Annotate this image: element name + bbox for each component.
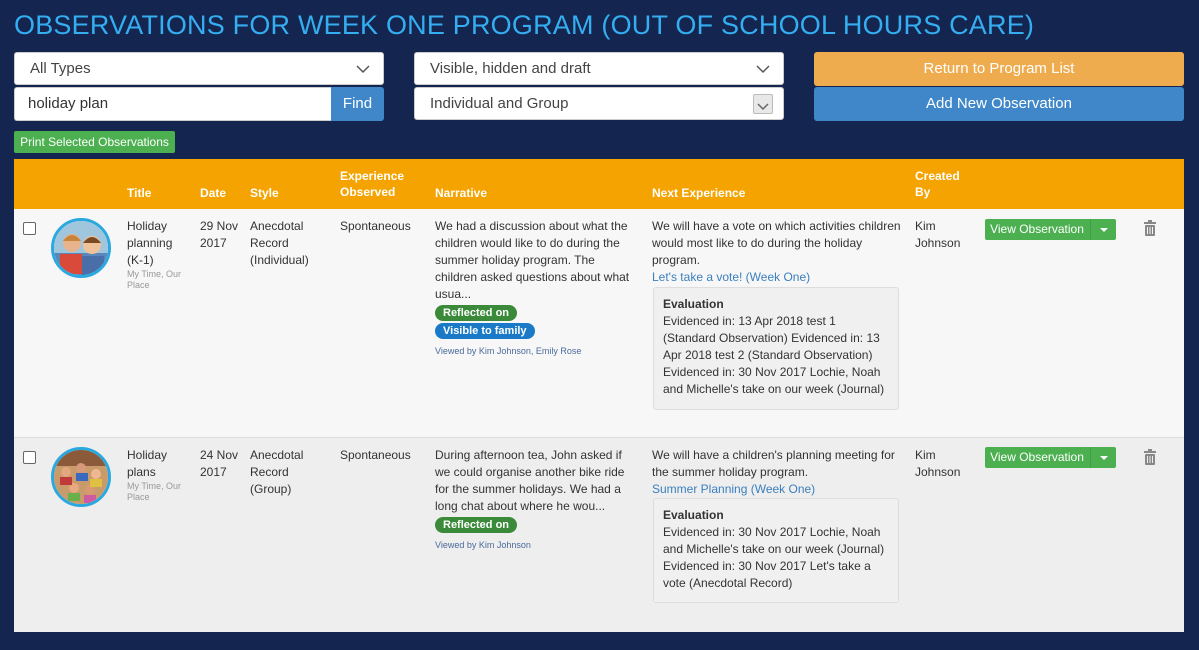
row-narrative-cell — [435, 447, 640, 554]
trash-icon[interactable] — [1143, 220, 1157, 236]
row-style: Anecdotal Record (Individual) — [250, 219, 309, 267]
row-checkbox[interactable] — [23, 451, 36, 464]
page-title: OBSERVATIONS FOR WEEK ONE PROGRAM (OUT OF SCHOOL HOURS CARE) — [14, 10, 1035, 40]
next-experience-text: We will have a children's planning meeting for the summer holiday program. — [652, 448, 895, 479]
trash-icon[interactable] — [1143, 449, 1157, 465]
row-narrative: During afternoon tea, John asked if we could organise another bike ride for the summer holidays. We had a long chat about where he wou... — [435, 448, 625, 513]
group-select[interactable] — [414, 87, 784, 120]
row-narrative-cell — [435, 218, 640, 360]
row-title-cell — [127, 447, 187, 503]
viewed-by: Viewed by Kim Johnson — [435, 540, 531, 550]
row-subtitle: My Time, Our Place — [127, 269, 182, 290]
header-date[interactable]: Date — [200, 186, 227, 200]
return-to-program-list-button[interactable]: Return to Program List — [814, 52, 1184, 86]
evaluation-title: Evaluation — [663, 297, 724, 311]
header-experience-observed[interactable]: Experience Observed — [340, 169, 405, 199]
avatar — [51, 218, 111, 278]
evaluation-title: Evaluation — [663, 508, 724, 522]
row-experience: Spontaneous — [340, 219, 411, 233]
header-created-by[interactable]: Created By — [915, 169, 960, 199]
chevron-down-icon — [754, 97, 772, 115]
row-subtitle: My Time, Our Place — [127, 481, 182, 502]
caret-down-icon[interactable] — [1090, 219, 1116, 240]
view-observation-button[interactable] — [985, 447, 1116, 468]
row-title[interactable]: Holiday plans — [127, 448, 168, 479]
viewed-by: Viewed by Kim Johnson, Emily Rose — [435, 346, 582, 356]
header-narrative[interactable]: Narrative — [435, 186, 488, 200]
row-title[interactable]: Holiday planning (K-1) — [127, 219, 173, 267]
badge-visible-to-family: Visible to family — [435, 323, 535, 339]
child-photo-icon — [54, 221, 108, 275]
next-experience-text: We will have a vote on which activities children would most like to do during the holiday program. — [652, 219, 901, 267]
row-next-experience — [652, 218, 902, 286]
table-row — [14, 209, 1184, 438]
observations-table — [14, 159, 1184, 632]
row-style: Anecdotal Record (Group) — [250, 448, 304, 496]
row-date: 24 Nov 2017 — [200, 448, 239, 479]
row-date: 29 Nov 2017 — [200, 219, 239, 250]
header-next-experience[interactable]: Next Experience — [652, 186, 746, 200]
table-row — [14, 438, 1184, 632]
row-created-by: Kim Johnson — [915, 448, 961, 479]
row-experience: Spontaneous — [340, 448, 411, 462]
type-select-value: All Types — [30, 60, 91, 77]
row-checkbox[interactable] — [23, 222, 36, 235]
type-select[interactable] — [14, 52, 384, 85]
evaluation-box — [653, 287, 899, 410]
badge-reflected: Reflected on — [435, 305, 517, 321]
chevron-down-icon — [753, 53, 773, 84]
visibility-select[interactable] — [414, 52, 784, 85]
evaluation-text: Evidenced in: 30 Nov 2017 Lochie, Noah and Michelle's take on our week (Journal) Evidenced in: 30 Nov 2017 Let's take a vote (Anecdotal Record) — [663, 525, 885, 590]
add-new-observation-button[interactable]: Add New Observation — [814, 87, 1184, 121]
header-title[interactable]: Title — [127, 186, 152, 200]
evaluation-text: Evidenced in: 13 Apr 2018 test 1 (Standard Observation) Evidenced in: 13 Apr 2018 test 2 (Standard Observation) Evidenced in: 30 Nov 2017 Lochie, Noah and Michelle's take on our week (Journal) — [663, 314, 885, 396]
avatar — [51, 447, 111, 507]
view-observation-label: View Observation — [990, 222, 1084, 236]
group-select-value: Individual and Group — [430, 95, 569, 112]
next-experience-link[interactable]: Summer Planning (Week One) — [652, 482, 816, 496]
view-observation-label: View Observation — [990, 450, 1084, 464]
print-selected-button[interactable]: Print Selected Observations — [14, 131, 175, 153]
header-style[interactable]: Style — [250, 186, 279, 200]
row-created-by: Kim Johnson — [915, 219, 961, 250]
badge-reflected: Reflected on — [435, 517, 517, 533]
chevron-down-icon — [353, 53, 373, 84]
row-title-cell — [127, 218, 187, 291]
visibility-select-value: Visible, hidden and draft — [430, 60, 591, 77]
view-observation-button[interactable] — [985, 219, 1116, 240]
table-header — [14, 159, 1184, 209]
evaluation-box — [653, 498, 899, 603]
find-button[interactable]: Find — [331, 87, 384, 121]
next-experience-link[interactable]: Let's take a vote! (Week One) — [652, 270, 811, 284]
row-narrative: We had a discussion about what the children would like to do during the summer holiday program. The children asked questions about what usua... — [435, 219, 630, 301]
group-photo-icon — [54, 450, 108, 504]
row-next-experience — [652, 447, 902, 498]
caret-down-icon[interactable] — [1090, 447, 1116, 468]
select-arrow-box — [753, 94, 773, 114]
search-input[interactable]: holiday plan — [14, 87, 332, 121]
